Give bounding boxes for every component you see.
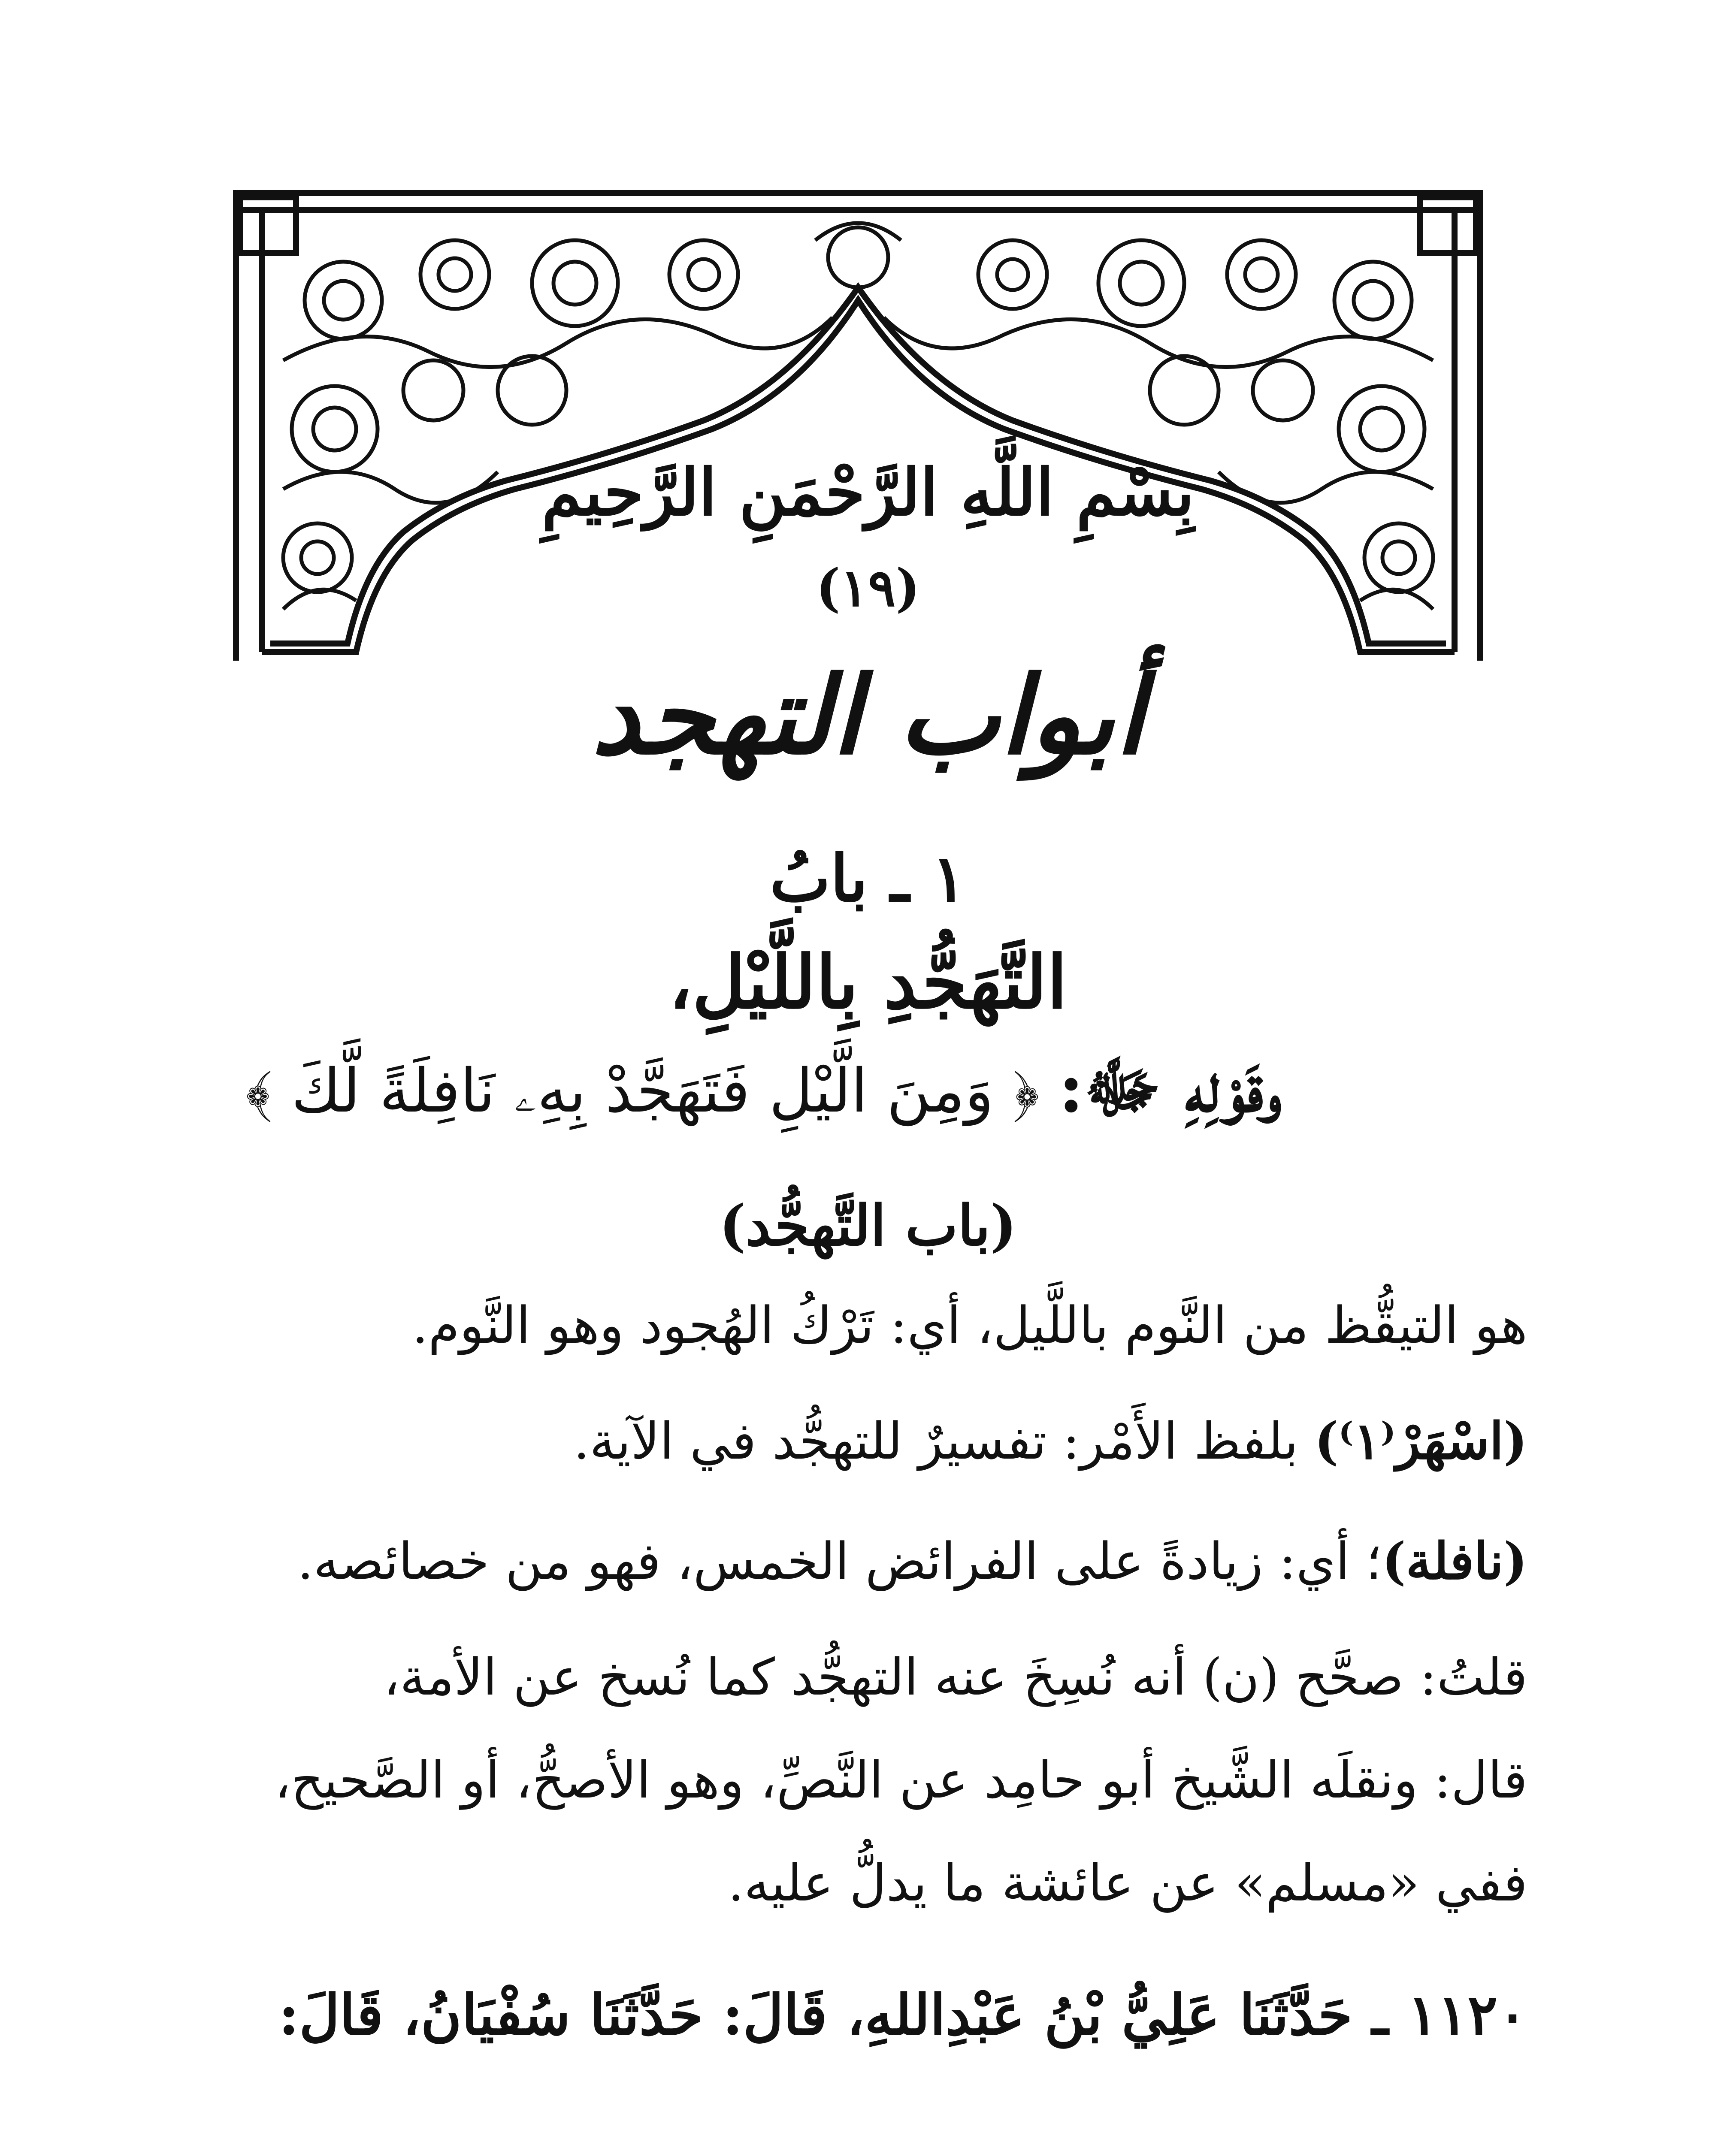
hadith-chain-line: ١١٢٠ ـ حَدَّثَنَا عَلِيُّ بْنُ عَبْدِاللهِ، قَالَ: حَدَّثَنَا سُفْيَانُ، قَالَ:: [278, 1982, 1527, 2048]
chapter-title: التَّهَجُّدِ بِاللَّيْلِ،: [668, 940, 1068, 1025]
commentary-paragraph-5: قال: ونقلَه الشَّيخ أبو حامِد عن النَّصِّ، وهو الأصحُّ، أو الصَّحيح،: [275, 1750, 1527, 1810]
commentary-paragraph-2: [215, 1411, 1527, 1471]
commentary-paragraph-4: قلتُ: صحَّح (ن) أنه نُسِخَ عنه التهجُّد كما نُسخ عن الأمة،: [383, 1647, 1527, 1707]
term-ishar: (اسْهَرْ⁽١⁾): [1314, 1411, 1527, 1471]
term-nafila: (نافلة): [1382, 1531, 1527, 1591]
part-number: (١٩): [816, 558, 920, 618]
commentary-paragraph-1: هو التيقُّظ من النَّوم باللَّيل، أي: تَرْكُ الهُجود وهو النَّوم.: [412, 1296, 1527, 1355]
quran-verse-line: [240, 1047, 1287, 1146]
commentary-paragraph-3: [215, 1531, 1527, 1591]
book-title: أبواب التهجد: [591, 652, 1145, 778]
basmala: بِسْمِ اللَّهِ الرَّحْمَنِ الرَّحِيمِ: [541, 455, 1195, 530]
commentary-heading: (باب التَّهجُّد): [719, 1193, 1017, 1258]
verse-text: ﴿ وَمِنَ الَّيْلِ فَتَهَجَّدْ بِهِۦ نَافِلَةً لَّكَ ﴾: [245, 1056, 1040, 1126]
term-ishar-explanation: بلفظ الأَمْر: تفسيرٌ للتهجُّد في الآية.: [573, 1411, 1315, 1471]
term-nafila-explanation: ؛ أي: زيادةً على الفرائض الخمس، فهو من خصائصه.: [297, 1532, 1382, 1591]
chapter-number: ١ ـ بابُ: [770, 841, 966, 916]
verse-lead: وقَوْلِهِ ﷻ:: [1058, 1047, 1282, 1128]
commentary-paragraph-6: ففي «مسلم» عن عائشة ما يدلُّ عليه.: [728, 1853, 1527, 1912]
